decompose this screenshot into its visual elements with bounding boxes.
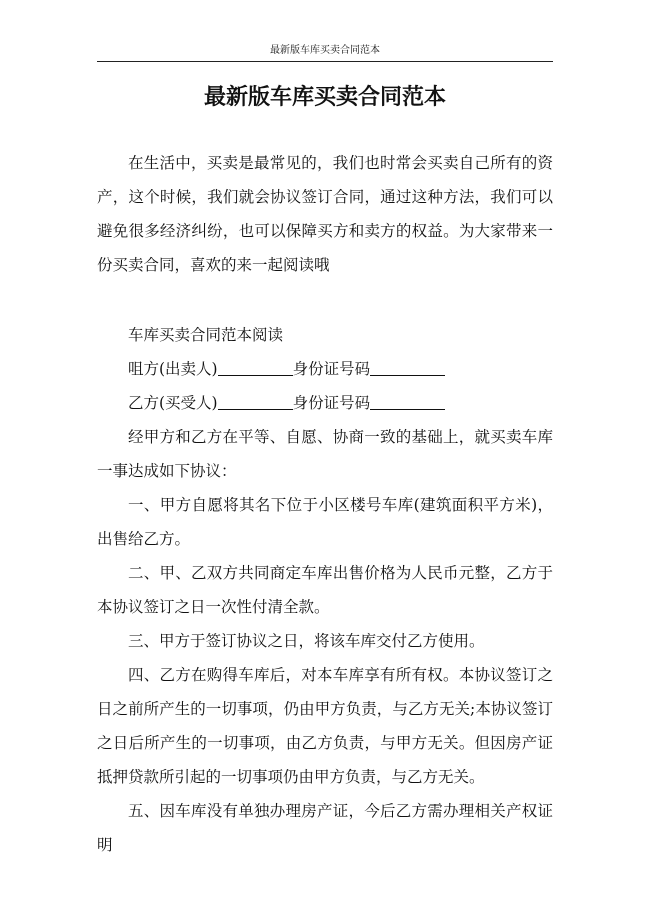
- running-header: 最新版车库买卖合同范本: [270, 45, 380, 56]
- clause-2: 二、甲、乙双方共同商定车库出售价格为人民币元整，乙方于本协议签订之日一次性付清全款。: [97, 564, 553, 616]
- party-a-line: [97, 352, 553, 386]
- party-b-id-label: 身份证号码: [292, 394, 371, 412]
- clause-4: 四、乙方在购得车库后，对本车库享有所有权。本协议签订之日之前所产生的一切事项，仍由甲方负责，与乙方无关;本协议签订之日后所产生的一切事项，由乙方负责，与甲方无关。但因房产证抵押贷款所引起的一切事项仍由甲方负责，与乙方无关。: [97, 666, 553, 786]
- document-title: 最新版车库买卖合同范本: [203, 84, 446, 110]
- party-b-line: [97, 386, 553, 420]
- intro-paragraph: 在生活中，买卖是最常见的，我们也时常会买卖自己所有的资产，这个时候，我们就会协议签订合同，通过这种方法，我们可以避免很多经济纠纷，也可以保障买方和卖方的权益。为大家带来一份买卖合同，喜欢的来一起阅读哦: [97, 154, 553, 274]
- party-a-id-blank: [370, 359, 445, 376]
- header-divider: [97, 61, 553, 62]
- party-a-id-label: 身份证号码: [292, 360, 371, 378]
- party-a-name-blank: [218, 359, 293, 376]
- clause-1: 一、甲方自愿将其名下位于小区楼号车库(建筑面积平方米)，出售给乙方。: [97, 496, 553, 548]
- contract-subtitle: 车库买卖合同范本阅读: [128, 326, 284, 344]
- clause-3: 三、甲方于签订协议之日，将该车库交付乙方使用。: [128, 632, 485, 650]
- clause-5: 五、因车库没有单独办理房产证，今后乙方需办理相关产权证明: [97, 802, 553, 854]
- party-a-label: 咀方(出卖人): [128, 360, 218, 378]
- party-b-id-blank: [370, 393, 445, 410]
- party-b-name-blank: [218, 393, 293, 410]
- party-b-label: 乙方(买受人): [128, 394, 218, 412]
- agreement-paragraph: 经甲方和乙方在平等、自愿、协商一致的基础上，就买卖车库一事达成如下协议：: [97, 428, 553, 480]
